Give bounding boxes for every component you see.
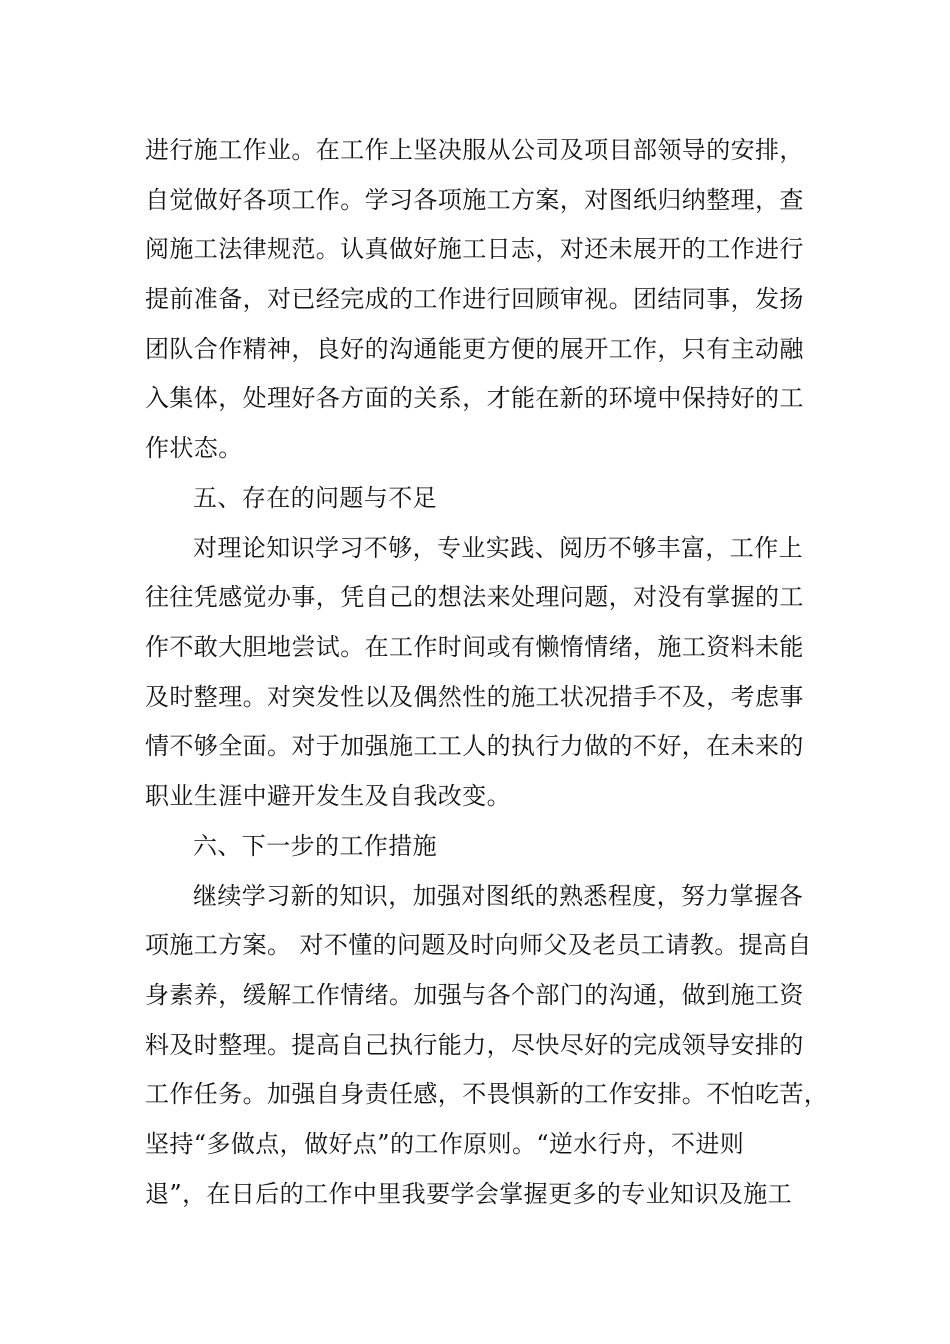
section-heading-6: 六、下一步的工作措施	[193, 832, 437, 860]
paragraph-line: 自觉做好各项工作。学习各项施工方案，对图纸归纳整理，查	[145, 186, 804, 214]
paragraph-line: 提前准备，对已经完成的工作进行回顾审视。团结同事，发扬	[145, 285, 804, 313]
paragraph-line: 退”，在日后的工作中里我要学会掌握更多的专业知识及施工	[145, 1180, 793, 1208]
paragraph-line: 项施工方案。 对不懂的问题及时向师父及老员工请教。提高自	[145, 931, 812, 959]
paragraph-line: 往往凭感觉办事，凭自己的想法来处理问题，对没有掌握的工	[145, 583, 804, 611]
paragraph-line: 作状态。	[145, 434, 243, 462]
paragraph-line: 进行施工作业。在工作上坚决服从公司及项目部领导的安排，	[145, 136, 804, 164]
paragraph-line: 及时整理。对突发性以及偶然性的施工状况措手不及，考虑事	[145, 683, 804, 711]
paragraph-line: 作不敢大胆地尝试。在工作时间或有懒惰情绪，施工资料未能	[145, 633, 804, 661]
paragraph-line: 坚持“多做点，做好点”的工作原则。“逆水行舟，不进则	[145, 1130, 745, 1158]
paragraph-line: 身素养，缓解工作情绪。加强与各个部门的沟通，做到施工资	[145, 981, 804, 1009]
paragraph-line: 情不够全面。对于加强施工工人的执行力做的不好，在未来的	[145, 732, 804, 760]
paragraph-line: 阅施工法律规范。认真做好施工日志，对还未展开的工作进行	[145, 235, 804, 263]
paragraph-line: 料及时整理。提高自己执行能力，尽快尽好的完成领导安排的	[145, 1031, 804, 1059]
paragraph-line: 工作任务。加强自身责任感，不畏惧新的工作安排。不怕吃苦，	[145, 1080, 829, 1108]
paragraph-line: 团队合作精神，良好的沟通能更方便的展开工作，只有主动融	[145, 335, 804, 363]
paragraph-line: 继续学习新的知识，加强对图纸的熟悉程度，努力掌握各	[193, 882, 803, 910]
paragraph-line: 职业生涯中避开发生及自我改变。	[145, 782, 511, 810]
paragraph-line: 对理论知识学习不够，专业实践、阅历不够丰富，工作上	[193, 534, 803, 562]
paragraph-line: 入集体，处理好各方面的关系，才能在新的环境中保持好的工	[145, 384, 804, 412]
section-heading-5: 五、存在的问题与不足	[193, 484, 437, 512]
